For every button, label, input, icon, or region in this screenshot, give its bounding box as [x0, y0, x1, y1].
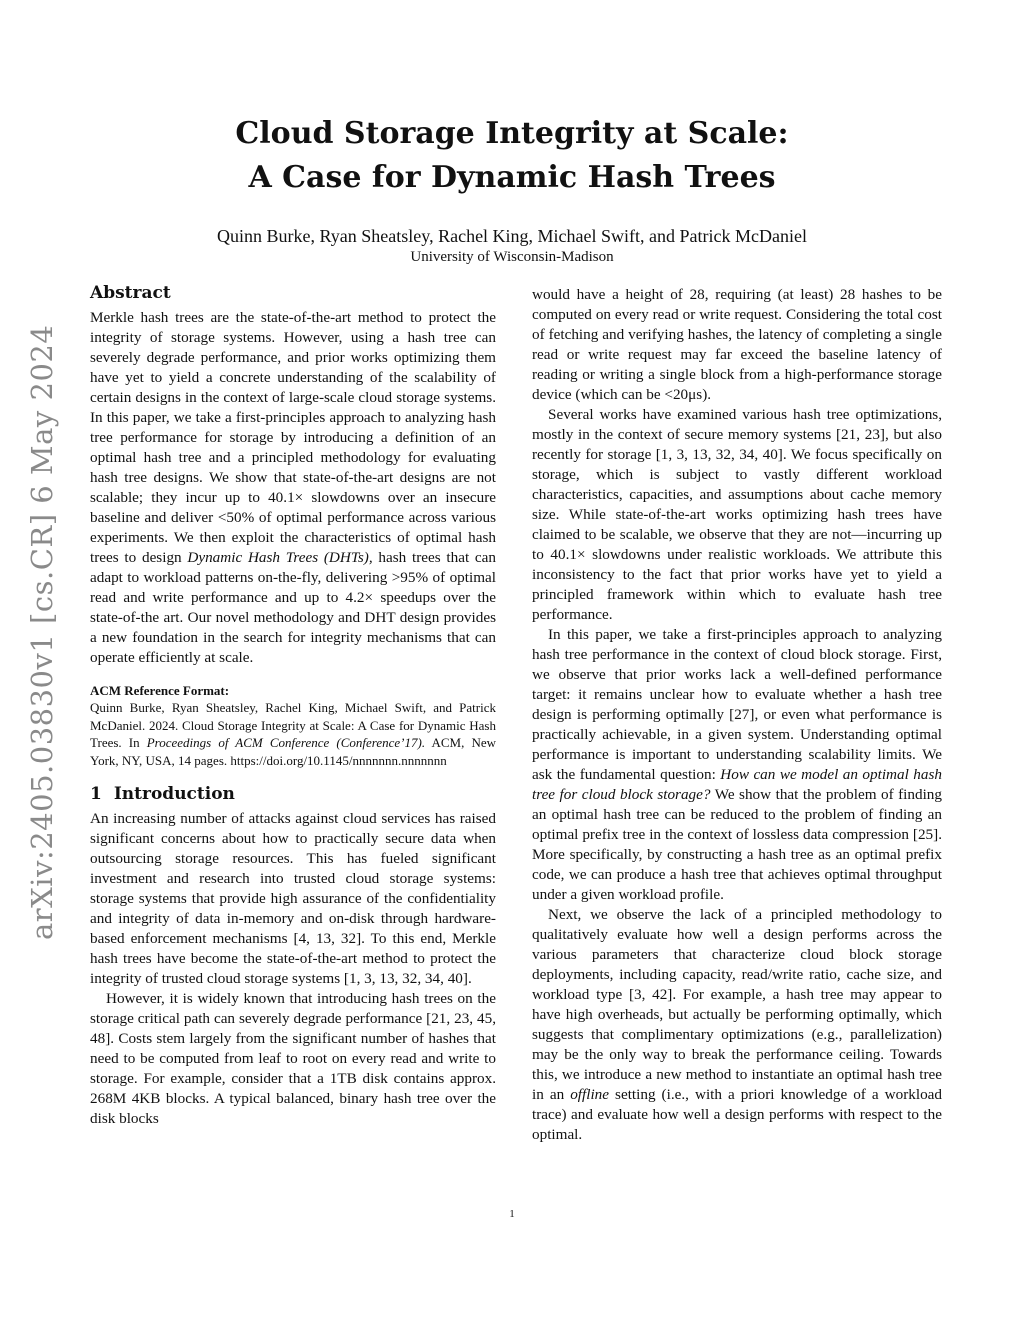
intro-paragraph-2: However, it is widely known that introducing hash trees on the storage critical path can severely degrade performance [21, 23, 45, 48]. Costs stem largely from the significant number of hashes that need to be computed from leaf to root on every read and write to storage. For example, consider that a 1TB disk contains approx. 268M 4KB blocks. A typical balanced, binary hash tree over the disk blocks [90, 990, 496, 1127]
research-question: How can we model an optimal hash tree for cloud block storage? [532, 766, 942, 803]
right-paragraph-1: would have a height of 28, requiring (at least) 28 hashes to be computed on every read or write request. Considering the total cost of fetching and verifying hashes, the latency of completing a single read or write request may far exceed the baseline latency of reading or writing a single block from a high-performance storage device (which can be <20μs). [532, 286, 942, 403]
introduction-heading [90, 783, 496, 805]
right-paragraph-4: Next, we observe the lack of a principled methodology to qualitatively evaluate how well a design performs across the various parameters that characterize cloud block storage deployments, including capacity, read/write ratio, cache size, and workload type [3, 42]. For example, a hash tree may appear to have high overheads, but actually be performing optimally, which suggests that complimentary optimizations (e.g., parallelization) may be the only way to break the performance ceiling. Towards this, we introduce a new method to instantiate an optimal hash tree in an offline setting (i.e., with a priori knowledge of a workload trace) and evaluate how well a design performs with respect to the optimal. [532, 906, 943, 1143]
arxiv-identifier-stamp: arXiv:2405.03830v1 [cs.CR] 6 May 2024 [25, 324, 59, 940]
paper-header [60, 112, 964, 267]
right-paragraph-3: In this paper, we take a first-principles approach to analyzing hash tree performance in the context of cloud block storage. First, we observe that prior works lack a well-defined performance target: it remains unclear how to evaluate whether a hash tree design is performing optimally [27], or even what performance is practically achievable, in a given system. Understanding optimal performance is important to understanding scalability limits. We ask the fundamental question: How can we model an optimal hash tree for cloud block storage? We show that the problem of finding an optimal hash tree can be reduced to the problem of finding an optimal prefix tree in the context of lossless data compression [25]. More specifically, by constructing a hash tree as an optimal prefix code, we can produce a hash tree that achieves optimal throughput under a given workload profile. [532, 626, 942, 903]
section-number: 1 [90, 784, 102, 804]
abstract-emphasis: Dynamic Hash Trees (DHTs), [187, 549, 373, 566]
left-column [90, 282, 496, 1129]
title-line-1: Cloud Storage Integrity at Scale: [235, 116, 789, 151]
acm-reference-text: Quinn Burke, Ryan Sheatsley, Rachel King, Michael Swift, and Patrick McDaniel. 2024. Cloud Storage Integrity at Scale: A Case for Dynamic Hash Trees. In Proceedings of ACM Conference (Conference’17). ACM, New York, NY, USA, 14 pages. https://doi.org/10.1145/nnnnnnn.nnnnnnn [90, 700, 497, 768]
author-list: Quinn Burke, Ryan Sheatsley, Rachel King, Michael Swift, and Patrick McDaniel [217, 226, 807, 246]
abstract-text: Merkle hash trees are the state-of-the-art method to protect the integrity of storage systems. However, using a hash tree can severely degrade performance, and prior works optimizing them have yet to yield a concrete understanding of the scalability of certain designs in the context of large-scale cloud storage systems. In this paper, we take a first-principles approach to analyzing hash tree performance for storage by introducing a definition of an optimal hash tree and a principled methodology for evaluating hash tree designs. We show that state-of-the-art designs are not scalable; they incur up to 40.1× slowdowns over an insecure baseline and deliver <50% of optimal performance across various experiments. We then exploit the characteristics of optimal hash trees to design Dynamic Hash Trees (DHTs), hash trees that can adapt to workload patterns on-the-fly, delivering >95% of optimal read and write performance and up to 4.2× speedups over the state-of-the art. Our novel methodology and DHT design provides a new foundation in the search for integrity mechanisms that can operate efficiently at scale. [90, 309, 497, 666]
title-line-2: A Case for Dynamic Hash Trees [248, 160, 776, 195]
intro-paragraph-1: An increasing number of attacks against cloud services has raised significant concerns about how to practically secure data when outsourcing storage resources. This has fueled significant investment and research into trusted cloud storage systems: storage systems that provide high assurance of the confidentiality and integrity of data in-memory and on-disk through hardware-based enforcement mechanisms [4, 13, 32]. To this end, Merkle hash trees have become the state-of-the-art method to protect the integrity of trusted cloud storage systems [1, 3, 13, 32, 34, 40]. [90, 810, 496, 987]
affiliation: University of Wisconsin-Madison [410, 249, 614, 265]
page-number: 1 [509, 1208, 515, 1220]
abstract-heading: Abstract [90, 283, 171, 303]
section-title: Introduction [113, 784, 235, 804]
acm-reference-format [90, 682, 496, 769]
paper-title [60, 112, 964, 200]
right-paragraph-2: Several works have examined various hash tree optimizations, mostly in the context of secure memory systems [21, 23], but also recently for storage [1, 3, 13, 32, 34, 40]. We focus specifically on storage, which is subject to vastly different workload characteristics, capacities, and assumptions about cache memory size. While state-of-the-art works optimizing hash trees have claimed to be scalable, we observe that they are not—incurring up to 40.1× slowdowns under realistic workloads. We attribute this inconsistency to the fact that prior works have yet to yield a principled framework within which to evaluate hash tree performance. [532, 406, 942, 623]
right-column [532, 285, 942, 1145]
acm-reference-venue: Proceedings of ACM Conference (Conference’17). [146, 735, 426, 750]
introduction-section [90, 783, 496, 1129]
acm-reference-heading: ACM Reference Format: [90, 683, 230, 698]
offline-emphasis: offline [570, 1086, 610, 1103]
